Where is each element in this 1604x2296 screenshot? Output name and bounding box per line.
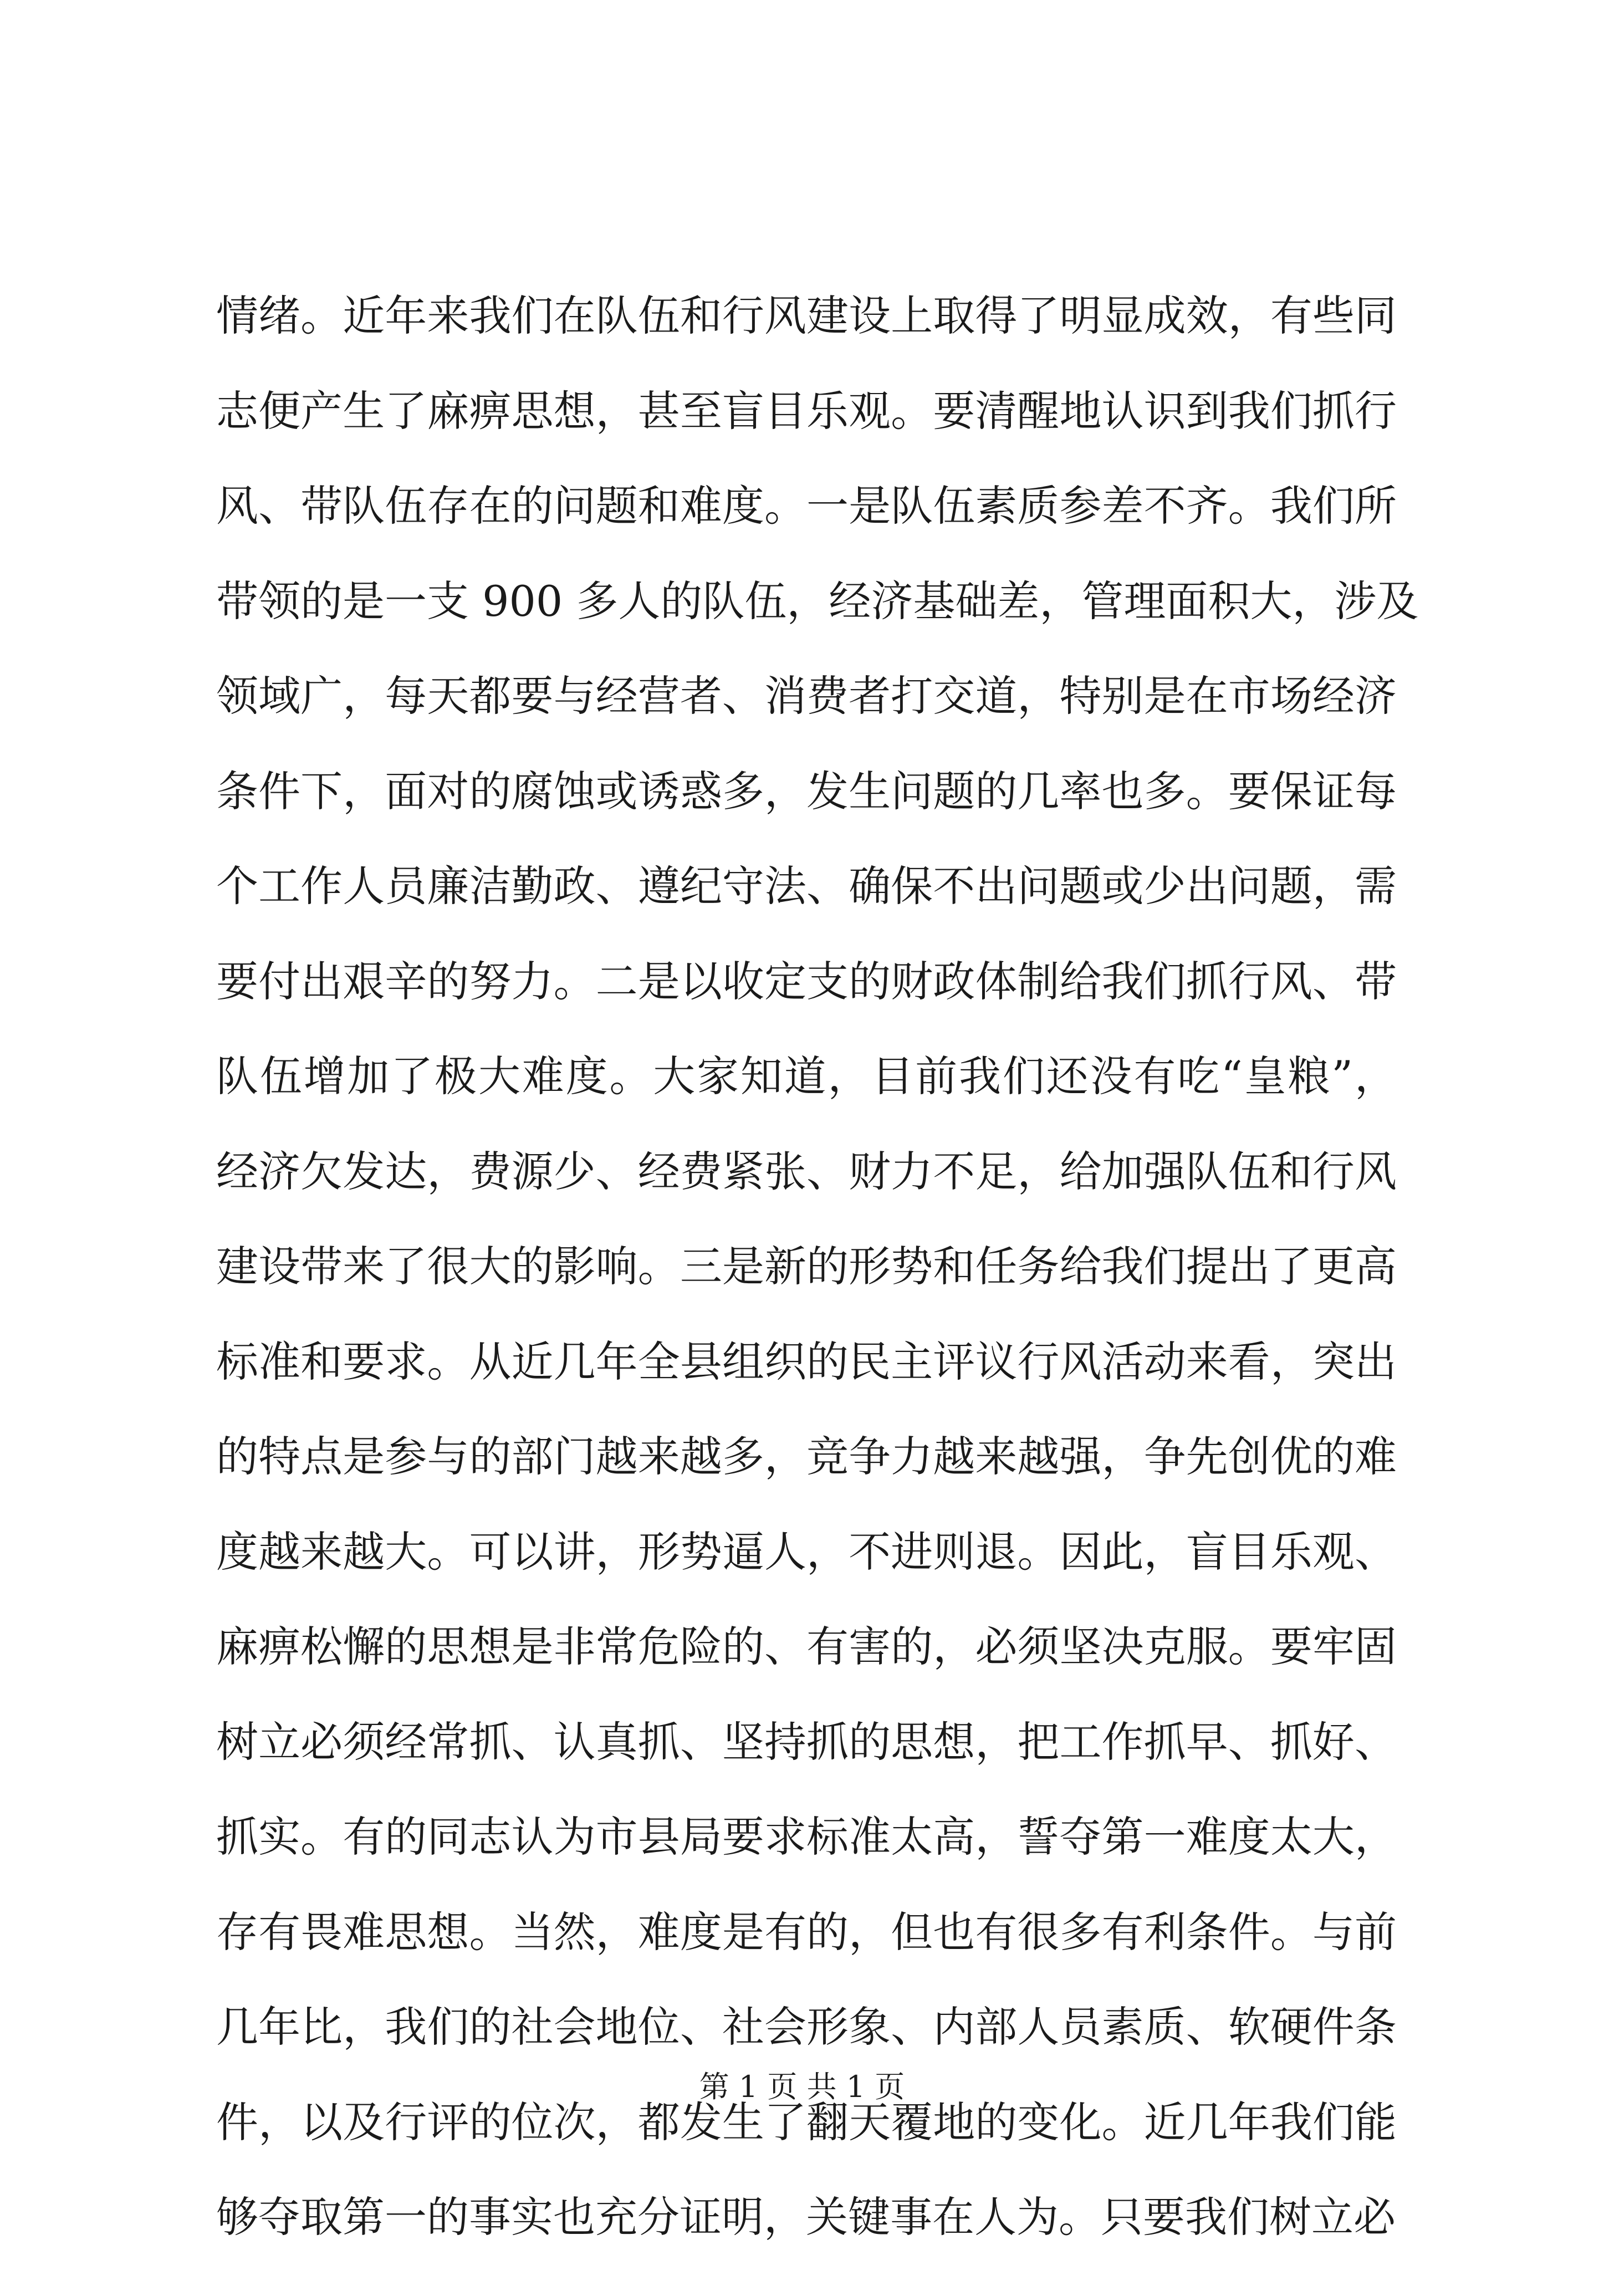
text-line: 建设带来了很大的影响。三是新的形势和任务给我们提出了更高 [216,1242,1397,1291]
text-line: 个工作人员廉洁勤政、遵纪守法、确保不出问题或少出问题，需 [216,861,1397,911]
text-line: 经济欠发达，费源少、经费紧张、财力不足，给加强队伍和行风 [216,1146,1397,1196]
text-line: 队伍增加了极大难度。大家知道，目前我们还没有吃“皇粮”， [216,1052,1397,1101]
text-line: 存有畏难思想。当然，难度是有的，但也有很多有利条件。与前 [216,1907,1397,1957]
page-footer [0,2068,1604,2106]
text-line: 树立必须经常抓、认真抓、坚持抓的思想，把工作抓早、抓好、 [216,1717,1397,1767]
body-text [216,291,1419,2296]
text-line: 麻痹松懈的思想是非常危险的、有害的，必须坚决克服。要牢固 [216,1622,1397,1671]
text-line: 要付出艰辛的努力。二是以收定支的财政体制给我们抓行风、带 [216,956,1397,1006]
text-line: 够夺取第一的事实也充分证明，关键事在人为。只要我们树立必 [216,2192,1396,2242]
text-line: 带领的是一支 900 多人的队伍，经济基础差，管理面积大，涉及 [216,576,1419,626]
text-line: 标准和要求。从近几年全县组织的民主评议行风活动来看，突出 [216,1336,1397,1386]
text-line: 领域广，每天都要与经营者、消费者打交道，特别是在市场经济 [216,671,1397,721]
text-line: 情绪。近年来我们在队伍和行风建设上取得了明显成效，有些同 [216,291,1397,340]
text-line: 几年比，我们的社会地位、社会形象、内部人员素质、软硬件条 [216,2002,1397,2052]
text-line: 度越来越大。可以讲，形势逼人，不进则退。因此，盲目乐观、 [216,1527,1397,1576]
text-line: 抓实。有的同志认为市县局要求标准太高，誓夺第一难度太大， [216,1812,1397,1861]
text-line: 风、带队伍存在的问题和难度。一是队伍素质参差不齐。我们所 [216,481,1397,530]
page-number-label: 第 1 页 共 1 页 [699,2069,905,2104]
text-line: 条件下，面对的腐蚀或诱惑多，发生问题的几率也多。要保证每 [216,766,1397,816]
text-line: 志便产生了麻痹思想，甚至盲目乐观。要清醒地认识到我们抓行 [216,386,1397,436]
text-line: 的特点是参与的部门越来越多，竞争力越来越强，争先创优的难 [216,1432,1397,1481]
text-line: 件，以及行评的位次，都发生了翻天覆地的变化。近几年我们能 [216,2097,1397,2147]
